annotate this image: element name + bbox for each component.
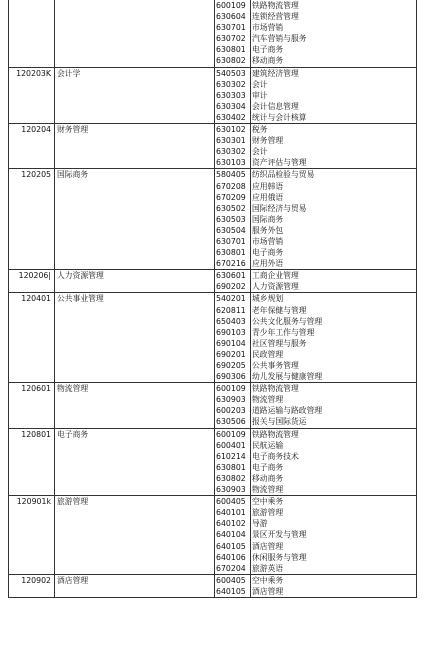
undergrad-major-name: 物流管理: [55, 383, 215, 428]
vocational-major-name: 公共事务管理: [252, 361, 299, 370]
vocational-major-code: 670216: [216, 259, 246, 269]
vocational-name-list: [251, 169, 417, 270]
vocational-major-name: 物流管理: [252, 395, 284, 405]
undergrad-major-code: 120205: [9, 169, 55, 270]
vocational-major-code: 540201: [216, 294, 246, 304]
vocational-major-name: 人力资源管理: [252, 282, 299, 292]
vocational-major-code: 690103: [216, 327, 246, 337]
undergrad-major-code: 120601: [9, 383, 55, 428]
vocational-major-code: 630802: [216, 473, 246, 483]
vocational-major-name: 审计: [252, 90, 268, 100]
vocational-major-name: 国际经济与贸易: [252, 203, 307, 213]
vocational-major-code: 630801: [216, 248, 246, 258]
vocational-major-code: 600203: [216, 406, 246, 416]
vocational-code-list: [215, 124, 251, 169]
undergrad-major-code: [9, 0, 55, 67]
vocational-major-name: 应用外语: [252, 259, 284, 269]
vocational-major-name: 酒店管理: [252, 541, 284, 551]
vocational-name-list: [251, 293, 417, 383]
vocational-major-name: 移动商务: [252, 473, 284, 483]
vocational-major-name: 城乡规划: [252, 294, 284, 304]
vocational-code-list: [215, 383, 251, 428]
vocational-major-name: 税务: [252, 125, 268, 135]
vocational-major-code: 640106: [216, 552, 246, 562]
vocational-major-code: 630304: [216, 101, 246, 111]
vocational-major-code: 640104: [216, 530, 246, 540]
undergrad-major-name: 公共事业管理: [55, 293, 215, 383]
vocational-major-code: 670208: [216, 181, 246, 191]
table-row: [9, 0, 417, 67]
vocational-major-code: 630302: [216, 147, 246, 157]
vocational-major-code: 630604: [216, 12, 246, 22]
vocational-major-name: 市场营销: [252, 23, 284, 33]
vocational-major-name: 会计: [252, 79, 268, 89]
vocational-major-name: 空中乘务: [252, 497, 284, 507]
vocational-major-code: 580405: [216, 170, 246, 180]
vocational-major-name: 电子商务: [252, 45, 284, 55]
undergrad-major-name: 旅游管理: [55, 496, 215, 575]
vocational-major-name: 物流管理: [252, 485, 284, 495]
vocational-major-name: 酒店管理: [252, 586, 284, 596]
undergrad-major-name: 酒店管理: [55, 574, 215, 597]
vocational-code-list: [215, 293, 251, 383]
vocational-major-code: 630701: [216, 23, 246, 33]
vocational-major-name: 电子商务: [252, 248, 284, 258]
vocational-major-name: 资产评估与管理: [252, 158, 307, 168]
table-row: [9, 496, 417, 575]
vocational-major-name: 会计信息管理: [252, 101, 299, 111]
vocational-major-name: 民政管理: [252, 349, 284, 359]
table-row: [9, 270, 417, 293]
vocational-major-name: 服务外包: [252, 225, 284, 235]
vocational-code-list: [215, 0, 251, 67]
vocational-major-code: 630504: [216, 225, 246, 235]
vocational-major-name: 国际商务: [252, 214, 284, 224]
table-row: [9, 169, 417, 270]
vocational-name-list: [251, 270, 417, 293]
vocational-major-code: 600405: [216, 497, 246, 507]
vocational-code-list: [215, 574, 251, 597]
vocational-major-code: 610214: [216, 451, 246, 461]
vocational-major-code: 640101: [216, 508, 246, 518]
vocational-code-list: [215, 169, 251, 270]
vocational-major-name: 报关与国际货运: [252, 417, 307, 427]
vocational-major-code: 630702: [216, 34, 246, 44]
vocational-major-name: 空中乘务: [252, 575, 284, 585]
vocational-major-code: 690201: [216, 349, 246, 359]
vocational-major-name: 会计: [252, 147, 268, 157]
undergrad-major-name: 人力资源管理: [55, 270, 215, 293]
vocational-major-code: 630502: [216, 203, 246, 213]
vocational-major-name: 工商企业管理: [252, 271, 299, 281]
vocational-major-name: 旅游英语: [252, 563, 284, 573]
vocational-major-name: 铁路物流管理: [252, 1, 299, 10]
undergrad-major-name: 国际商务: [55, 169, 215, 270]
vocational-major-name: 老年保健与管理: [252, 305, 307, 315]
vocational-major-name: 纺织品检验与贸易: [252, 170, 315, 180]
vocational-major-code: 600405: [216, 575, 246, 585]
undergrad-major-name: 财务管理: [55, 124, 215, 169]
vocational-major-name: 公共文化服务与管理: [252, 316, 323, 326]
vocational-major-name: 铁路物流管理: [252, 384, 299, 394]
vocational-major-name: 休闲服务与管理: [252, 552, 307, 562]
vocational-name-list: [251, 574, 417, 597]
vocational-major-name: 市场营销: [252, 236, 284, 246]
table-body: [9, 0, 417, 597]
vocational-major-name: 应用韩语: [252, 181, 284, 191]
vocational-major-code: 630801: [216, 462, 246, 472]
vocational-major-code: 630301: [216, 136, 246, 146]
vocational-major-name: 幼儿发展与健康管理: [252, 372, 323, 382]
vocational-major-code: 640105: [216, 586, 246, 596]
undergrad-major-name: 会计学: [55, 67, 215, 123]
vocational-name-list: [251, 428, 417, 496]
vocational-major-code: 630302: [216, 79, 246, 89]
vocational-major-name: 建筑经济管理: [252, 68, 299, 78]
undergrad-major-name: [55, 0, 215, 67]
vocational-major-code: 600109: [216, 429, 246, 439]
vocational-major-name: 导游: [252, 519, 268, 529]
vocational-major-code: 600401: [216, 440, 246, 450]
vocational-major-name: 景区开发与管理: [252, 530, 307, 540]
vocational-major-code: 690202: [216, 282, 246, 292]
vocational-major-code: 630701: [216, 236, 246, 246]
vocational-major-code: 690104: [216, 338, 246, 348]
vocational-major-code: 630801: [216, 45, 246, 55]
vocational-major-name: 汽车营销与服务: [252, 34, 307, 44]
vocational-code-list: [215, 270, 251, 293]
vocational-major-code: 630601: [216, 271, 246, 281]
vocational-major-code: 630506: [216, 417, 246, 427]
vocational-major-code: 540503: [216, 68, 246, 78]
vocational-name-list: [251, 0, 417, 67]
vocational-code-list: [215, 428, 251, 496]
table-row: [9, 383, 417, 428]
undergrad-major-code: 120206|: [9, 270, 55, 293]
vocational-major-code: 630903: [216, 485, 246, 495]
major-correspondence-table: [8, 0, 417, 598]
vocational-major-code: 600109: [216, 384, 246, 394]
vocational-major-code: 630402: [216, 112, 246, 122]
undergrad-major-code: 120902: [9, 574, 55, 597]
undergrad-major-code: 120401: [9, 293, 55, 383]
vocational-major-code: 630503: [216, 214, 246, 224]
table-row: [9, 124, 417, 169]
vocational-major-code: 670204: [216, 563, 246, 573]
vocational-major-name: 电子商务: [252, 462, 284, 472]
vocational-major-code: 630102: [216, 125, 246, 135]
vocational-major-name: 道路运输与路政管理: [252, 406, 323, 416]
vocational-name-list: [251, 67, 417, 123]
vocational-name-list: [251, 383, 417, 428]
vocational-code-list: [215, 496, 251, 575]
undergrad-major-code: 120801: [9, 428, 55, 496]
table-row: [9, 574, 417, 597]
table-row: [9, 67, 417, 123]
vocational-major-name: 民航运输: [252, 440, 284, 450]
vocational-major-code: 600109: [216, 1, 246, 10]
vocational-major-name: 财务管理: [252, 136, 284, 146]
vocational-major-code: 690306: [216, 372, 246, 382]
table-row: [9, 428, 417, 496]
vocational-major-name: 社区管理与服务: [252, 338, 307, 348]
vocational-major-code: 640102: [216, 519, 246, 529]
vocational-major-code: 630903: [216, 395, 246, 405]
vocational-major-code: 650403: [216, 316, 246, 326]
vocational-code-list: [215, 67, 251, 123]
undergrad-major-name: 电子商务: [55, 428, 215, 496]
vocational-major-code: 670209: [216, 192, 246, 202]
vocational-major-name: 统计与会计核算: [252, 112, 307, 122]
undergrad-major-code: 120901k: [9, 496, 55, 575]
vocational-major-name: 铁路物流管理: [252, 429, 299, 439]
vocational-major-name: 电子商务技术: [252, 451, 299, 461]
vocational-major-code: 630802: [216, 56, 246, 66]
vocational-major-code: 630303: [216, 90, 246, 100]
vocational-major-name: 旅游管理: [252, 508, 284, 518]
vocational-major-name: 移动商务: [252, 56, 284, 66]
vocational-name-list: [251, 496, 417, 575]
vocational-major-code: 630103: [216, 158, 246, 168]
vocational-major-name: 青少年工作与管理: [252, 327, 315, 337]
undergrad-major-code: 120204: [9, 124, 55, 169]
vocational-major-code: 620811: [216, 305, 246, 315]
vocational-major-code: 640105: [216, 541, 246, 551]
undergrad-major-code: 120203K: [9, 67, 55, 123]
vocational-major-name: 连锁经营管理: [252, 12, 299, 22]
vocational-major-name: 应用俄语: [252, 192, 284, 202]
table-row: [9, 293, 417, 383]
vocational-major-code: 690205: [216, 361, 246, 370]
vocational-name-list: [251, 124, 417, 169]
